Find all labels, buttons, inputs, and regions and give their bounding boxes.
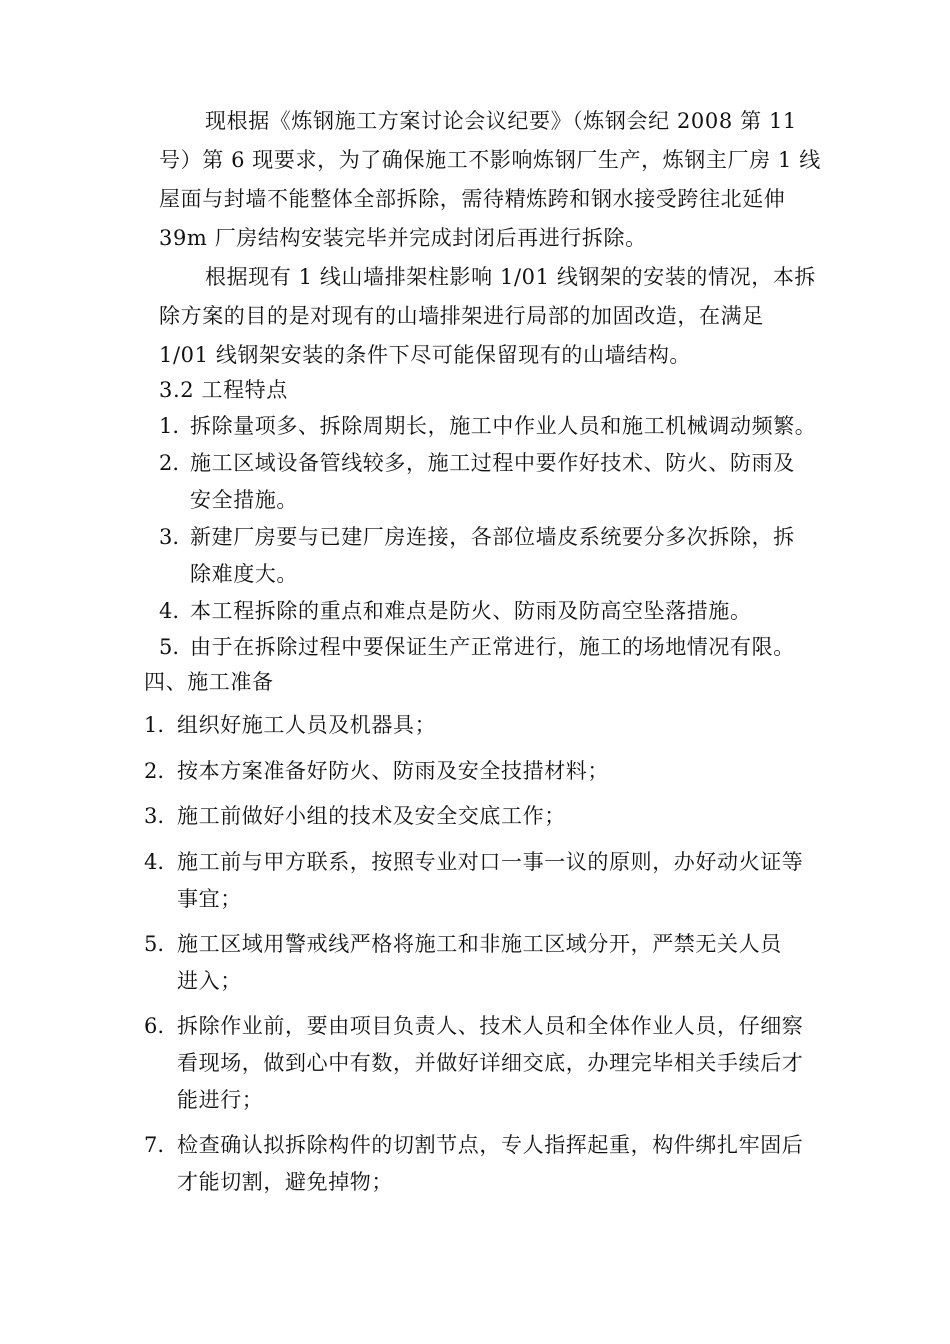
list-item-text: 施工前与甲方联系，按照专业对口一事一议的原则，办好动火证等 — [177, 850, 804, 874]
list-item-number: 3. — [159, 525, 180, 549]
list-item-text: 安全措施。 — [190, 488, 298, 512]
second-line-2: 除方案的目的是对现有的山墙排架进行局部的加固改造，在满足 — [159, 304, 764, 328]
list-item-number: 5. — [144, 932, 165, 956]
list-item-number: 4. — [159, 599, 180, 623]
intro-line-3: 屋面与封墙不能整体全部拆除，需待精炼跨和钢水接受跨往北延伸 — [159, 187, 786, 211]
list-item-number: 3. — [144, 804, 165, 828]
list-item-text: 除难度大。 — [190, 562, 298, 586]
list-item-text: 新建厂房要与已建厂房连接，各部位墙皮系统要分多次拆除，拆 — [190, 525, 795, 549]
intro-line-2: 号）第 6 现要求，为了确保施工不影响炼钢厂生产，炼钢主厂房 1 线 — [159, 148, 821, 172]
list-item-text: 由于在拆除过程中要保证生产正常进行，施工的场地情况有限。 — [190, 635, 795, 659]
intro-line-1: 现根据《炼钢施工方案讨论会议纪要》（炼钢会纪 2008 第 11 — [205, 109, 797, 133]
list-item-text: 看现场，做到心中有数，并做好详细交底，办理完毕相关手续后才 — [177, 1051, 804, 1075]
list-item-text: 按本方案准备好防火、防雨及安全技措材料； — [177, 759, 609, 783]
list-item-number: 1. — [144, 713, 165, 737]
list-item-number: 6. — [144, 1014, 165, 1038]
list-item-text: 才能切割，避免掉物； — [177, 1170, 393, 1194]
list-item-text: 施工前做好小组的技术及安全交底工作； — [177, 804, 566, 828]
list-item-text: 拆除作业前，要由项目负责人、技术人员和全体作业人员，仔细察 — [177, 1014, 804, 1038]
list-item-number: 7. — [144, 1133, 165, 1157]
list-item-text: 本工程拆除的重点和难点是防火、防雨及防高空坠落措施。 — [190, 599, 752, 623]
list-item-text: 组织好施工人员及机器具； — [177, 713, 437, 737]
list-item-number: 5. — [159, 635, 180, 659]
list-item-number: 4. — [144, 850, 165, 874]
list-item-text: 拆除量项多、拆除周期长，施工中作业人员和施工机械调动频繁。 — [190, 414, 817, 438]
list-item-text: 能进行； — [177, 1088, 264, 1112]
list-item-number: 2. — [144, 759, 165, 783]
list-item-number: 1. — [159, 414, 180, 438]
section-4-heading: 四、施工准备 — [144, 670, 274, 694]
second-line-3: 1/01 线钢架安装的条件下尽可能保留现有的山墙结构。 — [159, 343, 692, 367]
second-line-1: 根据现有 1 线山墙排架柱影响 1/01 线钢架的安装的情况，本拆 — [205, 265, 817, 289]
list-item-text: 检查确认拟拆除构件的切割节点，专人指挥起重，构件绑扎牢固后 — [177, 1133, 804, 1157]
list-item-text: 事宜； — [177, 887, 242, 911]
intro-line-4: 39m 厂房结构安装完毕并完成封闭后再进行拆除。 — [159, 226, 647, 250]
section-32-heading: 3.2 工程特点 — [159, 378, 288, 402]
list-item-text: 施工区域用警戒线严格将施工和非施工区域分开，严禁无关人员 — [177, 932, 782, 956]
list-item-text: 进入； — [177, 969, 242, 993]
list-item-text: 施工区域设备管线较多，施工过程中要作好技术、防火、防雨及 — [190, 451, 795, 475]
list-item-number: 2. — [159, 451, 180, 475]
